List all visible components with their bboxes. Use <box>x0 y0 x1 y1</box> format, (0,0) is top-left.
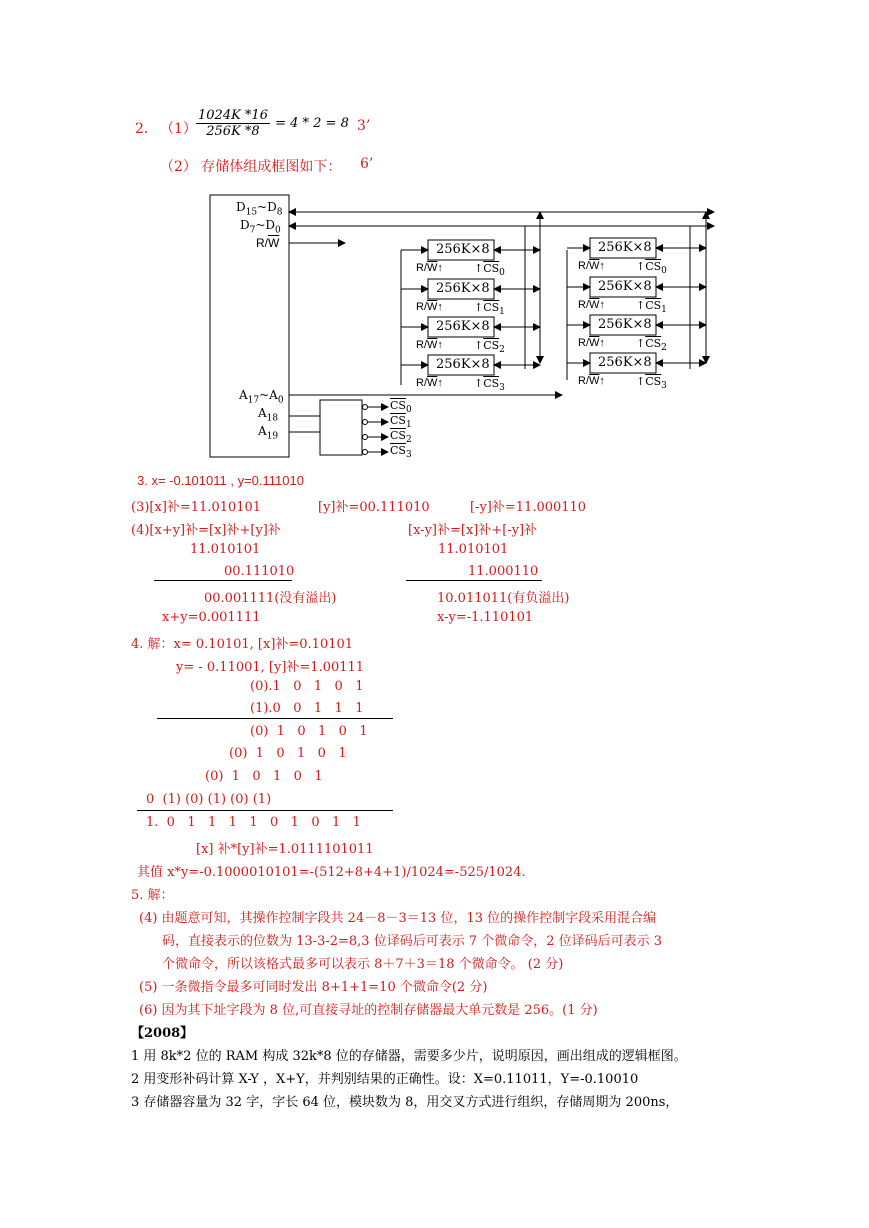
chip-label: 256K×8 <box>436 242 490 257</box>
chip-label: 256K×8 <box>436 319 490 334</box>
decoder-output-label: $\overline{CS}_2$ <box>390 429 412 446</box>
add-operand1: 11.010101 <box>190 542 261 557</box>
cpu-data-high-label: $D_{15}\sim D_8$ <box>236 200 283 218</box>
chip-rw-label: $R/\overline{W}↑$ <box>416 262 443 274</box>
partial-product-2: (0) 1 0 1 0 1 <box>229 746 347 761</box>
sub-rule <box>406 580 542 581</box>
cpu-a18-label: $A_{18}$ <box>258 406 279 424</box>
mult-product: [x] 补*[y]补=1.0111101011 <box>196 842 374 857</box>
section-2008-heading: 【2008】 <box>131 1026 194 1041</box>
cpu-data-low-label: $D_7\sim D_0$ <box>240 218 281 236</box>
mult-multiplier: (1).0 0 1 1 1 <box>250 701 364 716</box>
chip-label: 256K×8 <box>598 317 652 332</box>
sub-final: x-y=-1.110101 <box>437 610 534 625</box>
cpu-rw-label: $R/\overline{W}$ <box>256 236 280 250</box>
decoder-output-label: $\overline{CS}_0$ <box>390 399 412 416</box>
q2-number: 2． <box>135 121 158 137</box>
sub-result: 10.011011(有负溢出) <box>437 591 570 606</box>
fraction-numerator: 1024K *16 <box>198 108 268 123</box>
mult-multiplicand: (0).1 0 1 0 1 <box>250 679 364 694</box>
memory-organization-diagram <box>0 0 869 470</box>
q2-score1: 3’ <box>357 118 371 134</box>
q2-score2: 6’ <box>360 156 374 172</box>
fraction-denominator: 256K *8 <box>206 124 260 139</box>
decoder-output-label: $\overline{CS}_1$ <box>390 414 412 431</box>
q2-part2: （2） 存储体组成框图如下： <box>160 159 342 175</box>
partial-product-4: 0 (1) (0) (1) (0) (1) <box>146 792 272 807</box>
mult-sum: 1. 0 1 1 1 1 0 1 0 1 1 <box>146 815 361 830</box>
chip-rw-label: $R/\overline{W}↑$ <box>578 299 605 311</box>
q5-head: 5. 解： <box>131 888 174 903</box>
q3-sum-formula: (4)[x+y]补=[x]补+[y]补 <box>131 523 281 538</box>
chip-rw-label: $R/\overline{W}↑$ <box>416 339 443 351</box>
q3-y-complement: [y]补=00.111010 <box>318 500 430 515</box>
mult-value: 其值 x*y=-0.1000010101=-(512+8+4+1)/1024=-525/1024. <box>137 865 526 880</box>
decoder-output-bubble <box>363 435 368 440</box>
add-result: 00.001111(没有溢出) <box>204 591 337 606</box>
q5-answer4-a: (4) 由题意可知，其操作控制字段共 24－8－3＝13 位，13 位的操作控制字段采用混合编 <box>139 911 657 926</box>
cpu-addr-label: $A_{17}\sim A_0$ <box>239 388 284 406</box>
chip-rw-label: $R/\overline{W}↑$ <box>416 377 443 389</box>
chip-cs-label: $↑\overline{CS}_3$ <box>474 377 505 394</box>
decoder-output-bubble <box>363 405 368 410</box>
q2-part1-label: （1） <box>160 121 197 137</box>
section-2008-q1: 1 用 8k*2 位的 RAM 构成 32k*8 位的存储器，需要多少片，说明原因，画出组成的逻辑框图。 <box>131 1049 687 1064</box>
cpu-a19-label: $A_{19}$ <box>258 424 279 442</box>
partial-product-1: (0) 1 0 1 0 1 <box>250 724 368 739</box>
chip-cs-label: $↑\overline{CS}_1$ <box>474 301 505 318</box>
chip-label: 256K×8 <box>436 357 490 372</box>
partial-product-3: (0) 1 0 1 0 1 <box>205 769 323 784</box>
chip-cs-label: $↑\overline{CS}_0$ <box>636 260 667 277</box>
q4-line1: 4. 解：x= 0.10101, [x]补=0.10101 <box>131 637 354 652</box>
q5-answer5: (5) 一条微指令最多可同时发出 8+1+1=10 个微命令(2 分) <box>139 980 488 995</box>
q3-x-complement: (3)[x]补=11.010101 <box>131 500 262 515</box>
chip-label: 256K×8 <box>598 355 652 370</box>
decoder-output-bubble <box>363 420 368 425</box>
chip-label: 256K×8 <box>598 279 652 294</box>
q4-line2: y= - 0.11001, [y]补=1.00111 <box>176 660 365 675</box>
chip-cs-label: $↑\overline{CS}_2$ <box>474 339 505 356</box>
decoder-output-label: $\overline{CS}_3$ <box>390 444 412 461</box>
q5-answer4-b: 码，直接表示的位数为 13-3-2=8,3 位译码后可表示 7 个微命令，2 位译码后可表示 3 <box>162 934 663 949</box>
chip-rw-label: $R/\overline{W}↑$ <box>416 301 443 313</box>
fraction-result: = 4 * 2 = 8 <box>275 116 349 131</box>
decoder-box <box>320 400 362 455</box>
add-operand2: 00.111010 <box>224 564 295 579</box>
q3-diff-formula: [x-y]补=[x]补+[-y]补 <box>408 523 538 538</box>
mult-rule1 <box>157 718 393 719</box>
q5-answer4-c: 个微命令，所以该格式最多可以表示 8＋7＋3＝18 个微命令。 (2 分) <box>162 957 564 972</box>
q5-answer6: (6) 因为其下址字段为 8 位,可直接寻址的控制存储器最大单元数是 256。(1 分) <box>139 1003 598 1018</box>
add-rule <box>154 580 292 581</box>
mult-rule2 <box>137 810 393 811</box>
decoder-output-bubble <box>363 450 368 455</box>
sub-operand2: 11.000110 <box>468 564 539 579</box>
q3-title: 3. x= -0.101011 , y=0.111010 <box>137 473 304 488</box>
chip-rw-label: $R/\overline{W}↑$ <box>578 337 605 349</box>
q3-neg-y-complement: [-y]补=11.000110 <box>470 500 587 515</box>
chip-cs-label: $↑\overline{CS}_1$ <box>636 299 667 316</box>
add-final: x+y=0.001111 <box>162 610 261 625</box>
chip-rw-label: $R/\overline{W}↑$ <box>578 375 605 387</box>
chip-cs-label: $↑\overline{CS}_3$ <box>636 375 667 392</box>
section-2008-q3: 3 存储器容量为 32 字，字长 64 位，模块数为 8，用交叉方式进行组织，存储周期为 200ns， <box>131 1095 679 1110</box>
sub-operand1: 11.010101 <box>438 542 509 557</box>
chip-cs-label: $↑\overline{CS}_0$ <box>474 262 505 279</box>
chip-cs-label: $↑\overline{CS}_2$ <box>636 337 667 354</box>
chip-label: 256K×8 <box>598 240 652 255</box>
section-2008-q2: 2 用变形补码计算 X-Y ，X+Y，并判别结果的正确性。设：X=0.11011，Y=-0.10010 <box>131 1072 639 1087</box>
chip-label: 256K×8 <box>436 281 490 296</box>
chip-rw-label: $R/\overline{W}↑$ <box>578 260 605 272</box>
